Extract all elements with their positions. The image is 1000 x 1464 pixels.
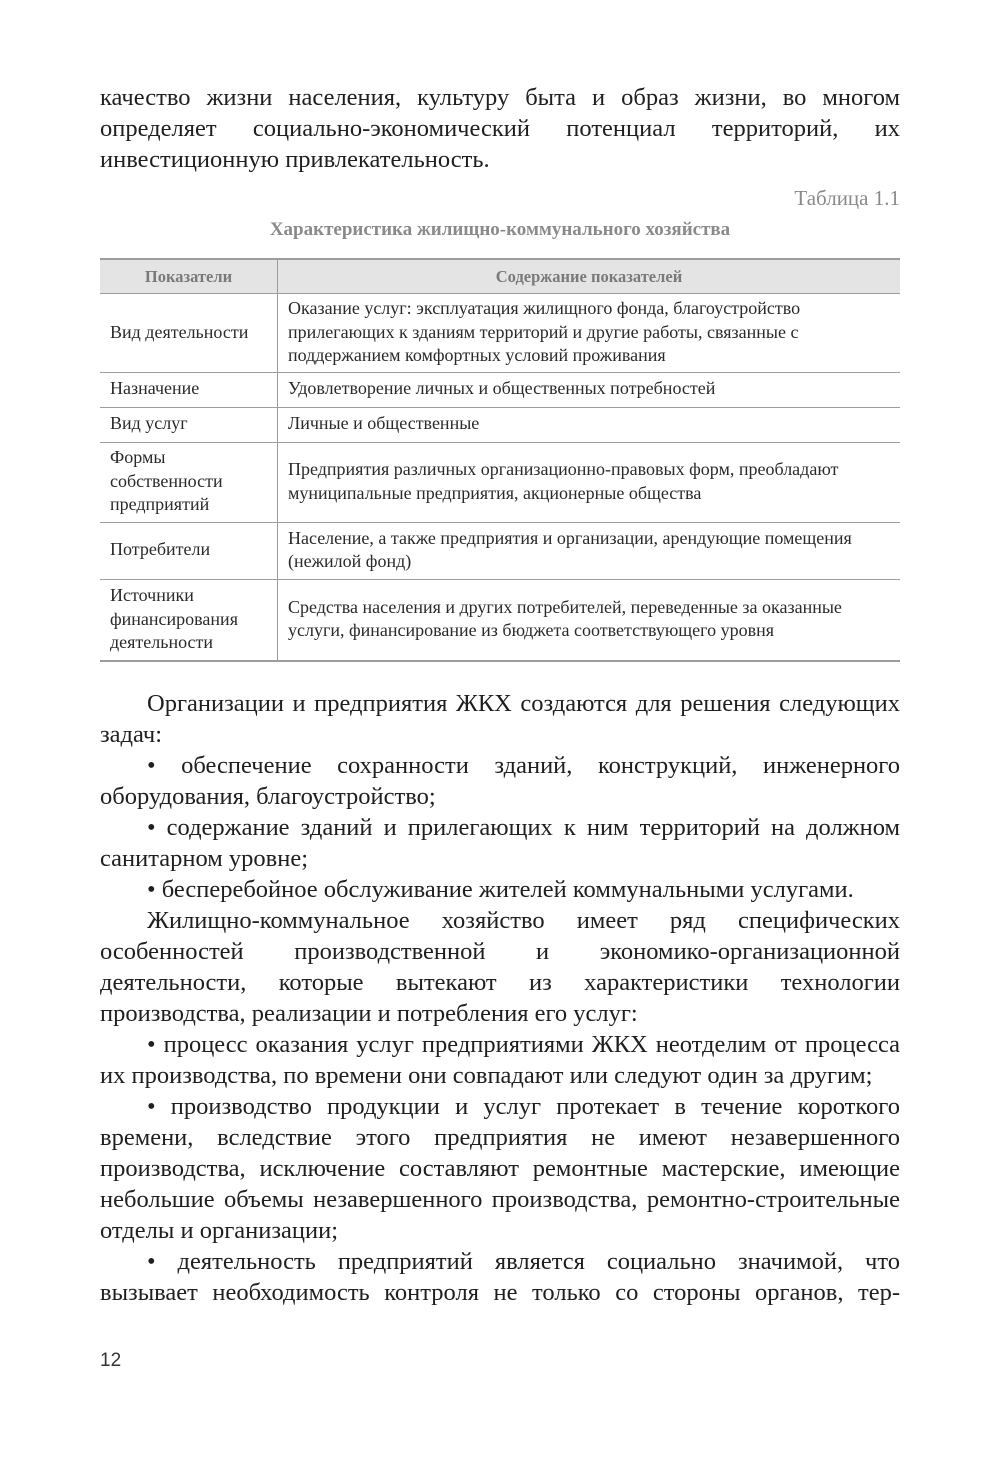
page-number: 12: [100, 1350, 122, 1371]
paragraph: Жилищно-коммунальное хозяйство имеет ряд специфических особенностей производственной и экономико-организационной деятельности, которые вытекают из характеристики технологии производства, реализации и потребления его услуг:: [100, 907, 900, 1027]
table-cell-content: Население, а также предприятия и организации, арендующие помещения (нежилой фонд): [278, 522, 901, 579]
body-text: [100, 688, 900, 1308]
table-cell-indicator: Потребители: [100, 522, 278, 579]
table-cell-indicator: Источники финансирования деятельности: [100, 579, 278, 661]
list-item: • деятельность предприятий является социально значимой, что вызывает необходимость контроля не только со стороны органов, тер-: [100, 1248, 900, 1306]
table-row: [100, 442, 900, 522]
table-cell-content: Предприятия различных организационно-правовых форм, преобладают муниципальные предприятия, акционерные общества: [278, 442, 901, 522]
table-cell-indicator: Вид услуг: [100, 407, 278, 442]
page-content: [100, 82, 900, 1308]
table-row: [100, 579, 900, 661]
list-item: • бесперебойное обслуживание жителей коммунальными услугами.: [147, 876, 854, 903]
table-header-cell: Показатели: [100, 259, 278, 294]
intro-paragraph: качество жизни населения, культуру быта и образ жизни, во многом определяет социально-экономический потенциал территорий, их инвестиционную привлекательность.: [100, 84, 900, 173]
table-cell-content: Средства населения и других потребителей, переведенные за оказанные услуги, финансирование из бюджета соответствующего уровня: [278, 579, 901, 661]
list-item: • содержание зданий и прилегающих к ним территорий на должном санитарном уровне;: [100, 814, 900, 872]
table-cell-content: Оказание услуг: эксплуатация жилищного фонда, благоустройство прилегающих к зданиям территорий и другие работы, связанные с поддержанием комфортных условий проживания: [278, 294, 901, 373]
table-row: [100, 522, 900, 579]
table-row: [100, 372, 900, 407]
table-cell-indicator: Вид деятельности: [100, 294, 278, 373]
list-item: • обеспечение сохранности зданий, конструкций, инженерного оборудования, благоустройство;: [100, 752, 900, 810]
list-item: • процесс оказания услуг предприятиями ЖКХ неотделим от процесса их производства, по времени они совпадают или следуют один за другим;: [100, 1031, 900, 1089]
table-row: [100, 294, 900, 373]
table-title: Характеристика жилищно-коммунального хозяйства: [269, 219, 731, 240]
list-item: • производство продукции и услуг протекает в течение короткого времени, вследствие этого предприятия не имеют незавершенного производства, исключение составляют ремонтные мастерские, имеющие небольшие объемы незавершенного производства, ремонтно-строительные отделы и организации;: [100, 1093, 900, 1244]
characteristics-table: [100, 258, 900, 662]
table-number: Таблица 1.1: [794, 186, 900, 210]
table-header-row: [100, 259, 900, 294]
table-row: [100, 407, 900, 442]
table-cell-indicator: Формы собственности предприятий: [100, 442, 278, 522]
table-cell-indicator: Назначение: [100, 372, 278, 407]
table-cell-content: Удовлетворение личных и общественных потребностей: [278, 372, 901, 407]
table-header-cell: Содержание показателей: [278, 259, 901, 294]
table-cell-content: Личные и общественные: [278, 407, 901, 442]
paragraph: Организации и предприятия ЖКХ создаются для решения следующих задач:: [100, 690, 900, 748]
